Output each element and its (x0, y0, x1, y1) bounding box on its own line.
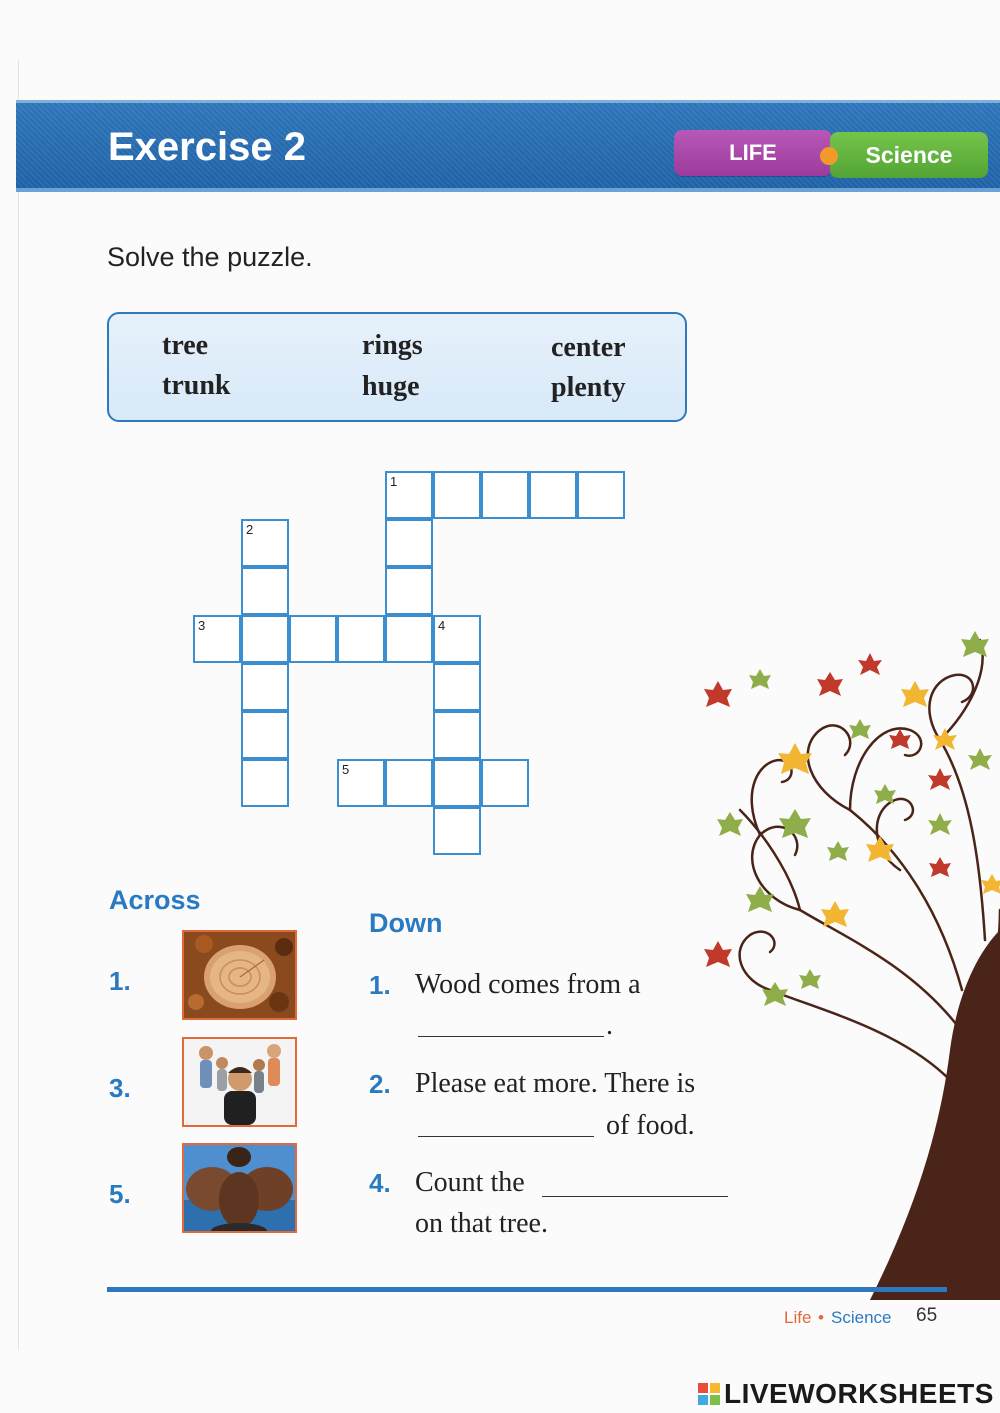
across-clue-number: 1. (109, 966, 131, 996)
footer-science: Science (831, 1308, 892, 1327)
page-edge (18, 60, 19, 1350)
crossword-cell[interactable] (337, 615, 385, 663)
science-tag: Science (830, 132, 988, 178)
crossword-cell[interactable] (385, 615, 433, 663)
down-clue-text: Please eat more. There is (415, 1068, 696, 1099)
crossword-cell[interactable] (529, 471, 577, 519)
page-number: 65 (916, 1305, 938, 1326)
across-clue-number: 3. (109, 1073, 131, 1103)
word-bank (107, 312, 687, 422)
clue-number-label: 1 (390, 474, 398, 489)
crossword-cell[interactable] (433, 663, 481, 711)
crossword-cell[interactable] (433, 471, 481, 519)
down-clue-text: on that tree. (415, 1208, 548, 1239)
clue-number-label: 2 (246, 522, 254, 537)
down-clue-number: 2. (369, 1069, 391, 1099)
crossword-cell[interactable] (385, 519, 433, 567)
across-clue-number: 5. (109, 1179, 131, 1209)
muscular-man-photo (182, 1143, 297, 1233)
crossword-cell[interactable] (481, 471, 529, 519)
down-heading: Down (369, 908, 443, 938)
down-clue-number: 1. (369, 970, 391, 1000)
crossword-cell[interactable] (433, 759, 481, 807)
crossword-cell[interactable] (241, 519, 289, 567)
tall-person-photo (182, 1037, 297, 1127)
exercise-banner (16, 100, 1000, 192)
bottom-rule (107, 1287, 947, 1292)
crossword-cell[interactable] (577, 471, 625, 519)
tag-connector-dot (820, 147, 838, 165)
word-bank-item: trunk (162, 370, 231, 401)
down-clue-number: 4. (369, 1168, 391, 1198)
crossword-cell[interactable] (241, 663, 289, 711)
crossword-cell[interactable] (433, 711, 481, 759)
word-bank-item: rings (362, 330, 423, 361)
crossword-cell[interactable] (241, 567, 289, 615)
crossword-cell[interactable] (481, 759, 529, 807)
crossword-cell[interactable] (241, 711, 289, 759)
footer-life: Life (784, 1308, 812, 1327)
word-bank-item: plenty (551, 372, 626, 403)
down-clue-text: Wood comes from a (415, 969, 641, 1000)
answer-blank[interactable] (418, 1136, 594, 1137)
life-tag: LIFE (674, 130, 832, 176)
crossword-cell[interactable] (433, 615, 481, 663)
crossword-cell[interactable] (385, 471, 433, 519)
word-bank-item: huge (362, 371, 420, 402)
crossword-cell[interactable] (385, 567, 433, 615)
clue-punctuation: . (606, 1010, 613, 1041)
clue-number-label: 5 (342, 762, 350, 777)
tree-stump-photo (182, 930, 297, 1020)
liveworksheets-icon (698, 1383, 720, 1405)
instruction-text: Solve the puzzle. (107, 242, 313, 272)
crossword-cell[interactable] (193, 615, 241, 663)
autumn-tree-illustration (700, 610, 1000, 1300)
word-bank-item: tree (162, 330, 209, 361)
crossword-cell[interactable] (241, 615, 289, 663)
down-clue-text: Count the (415, 1167, 525, 1198)
crossword-cell[interactable] (337, 759, 385, 807)
crossword-cell[interactable] (385, 759, 433, 807)
down-clue-text-end: of food. (606, 1110, 695, 1141)
clue-number-label: 4 (438, 618, 446, 633)
page-title: Exercise 2 (108, 125, 306, 169)
across-heading: Across (109, 885, 201, 915)
brand-name: LIVEWORKSHEETS (724, 1378, 994, 1409)
answer-blank[interactable] (418, 1036, 604, 1037)
crossword-cell[interactable] (241, 759, 289, 807)
word-bank-item: center (551, 332, 626, 363)
clue-number-label: 3 (198, 618, 206, 633)
liveworksheets-logo (698, 1378, 994, 1410)
footer-bullet: • (818, 1308, 824, 1327)
crossword-cell[interactable] (289, 615, 337, 663)
crossword-cell[interactable] (433, 807, 481, 855)
